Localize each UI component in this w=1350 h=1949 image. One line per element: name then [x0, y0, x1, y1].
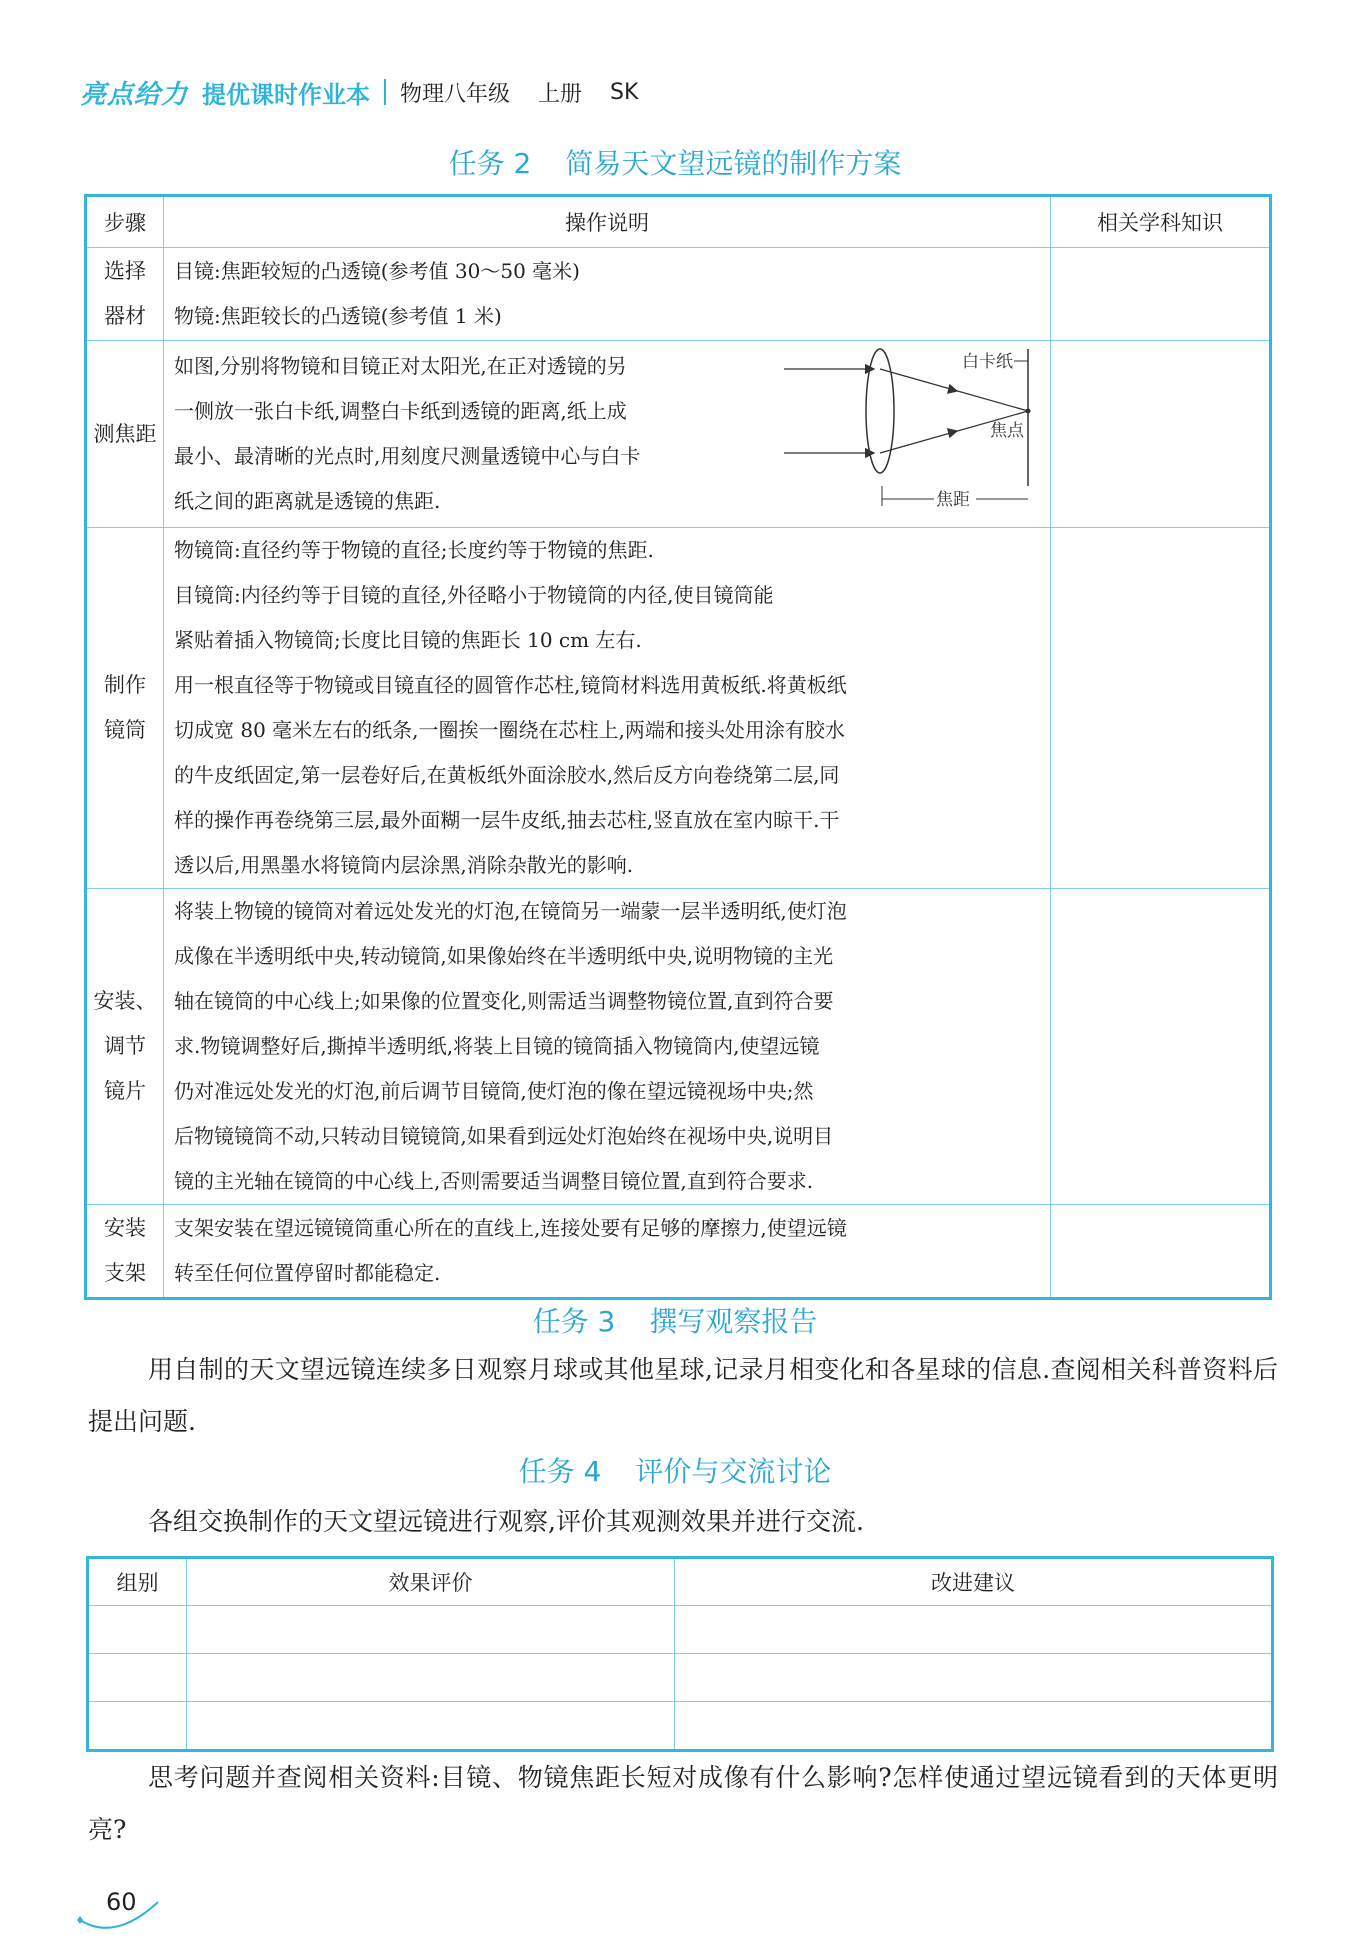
- knowledge-cell[interactable]: [1051, 248, 1271, 341]
- task2-table: [84, 194, 1272, 1300]
- task2-number: 任务 2: [448, 147, 532, 180]
- header-divider: [384, 79, 386, 105]
- description-cell: 将装上物镜的镜筒对着远处发光的灯泡,在镜筒另一端蒙一层半透明纸,使灯泡 成像在半透明纸中央,转动镜筒,如果像始终在半透明纸中央,说明物镜的主光 轴在镜筒的中心线上;如果像的位置变化,则需适当调整物镜位置,直到符合要 求.物镜调整好后,撕掉半透明纸,将装上目镜的镜筒插入物镜筒内,使望远镜 仍对准远处发光的灯泡,前后调节目镜筒,使灯泡的像在望远镜视场中央;然 后物镜镜筒不动,只转动目镜镜筒,如果看到远处灯泡始终在视场中央,说明目 镜的主光轴在镜筒的中心线上,否则需要适当调整目镜位置,直到符合要求.: [164, 889, 1051, 1205]
- effect-cell[interactable]: [187, 1702, 675, 1751]
- discussion-question: 思考问题并查阅相关资料:目镜、物镜焦距长短对成像有什么影响?怎样使通过望远镜看到的天体更明亮?: [88, 1763, 1278, 1844]
- table-row: [88, 1654, 1273, 1702]
- focus-point: [1026, 409, 1031, 414]
- subject-label: 物理八年级: [400, 81, 511, 107]
- task2-title: 简易天文望远镜的制作方案: [565, 147, 902, 180]
- table-row: [86, 248, 1271, 341]
- group-cell[interactable]: [88, 1702, 187, 1751]
- task4-heading: [0, 1450, 1350, 1490]
- step-cell: 选择 器材: [86, 248, 164, 341]
- step-cell: 安装 支架: [86, 1205, 164, 1299]
- col-knowledge: 相关学科知识: [1051, 196, 1271, 248]
- task3-text: 用自制的天文望远镜连续多日观察月球或其他星球,记录月相变化和各星球的信息.查阅相关科普资料后提出问题.: [88, 1355, 1278, 1436]
- knowledge-cell[interactable]: [1051, 1205, 1271, 1299]
- table-header-row: [86, 196, 1271, 248]
- task3-heading: [0, 1300, 1350, 1340]
- brand-logo: 亮点给力: [80, 79, 189, 110]
- table-row: [88, 1702, 1273, 1751]
- suggestion-cell[interactable]: [675, 1654, 1273, 1702]
- convex-lens: [866, 349, 894, 473]
- evaluation-table: [86, 1556, 1274, 1752]
- page-header: [80, 72, 666, 112]
- table-row: [86, 889, 1271, 1205]
- effect-cell[interactable]: [187, 1606, 675, 1654]
- focus-label: 焦点: [990, 421, 1024, 441]
- page-number-badge: [70, 1880, 160, 1940]
- knowledge-cell[interactable]: [1051, 889, 1271, 1205]
- col-step: 步骤: [86, 196, 164, 248]
- page-number: 60: [106, 1888, 137, 1916]
- group-cell[interactable]: [88, 1606, 187, 1654]
- description-cell: 目镜:焦距较短的凸透镜(参考值 30～50 毫米) 物镜:焦距较长的凸透镜(参考值 1 米): [164, 248, 1051, 341]
- task2-heading: [0, 142, 1350, 182]
- task3-title: 撰写观察报告: [649, 1305, 818, 1338]
- knowledge-cell[interactable]: [1051, 341, 1271, 528]
- group-cell[interactable]: [88, 1654, 187, 1702]
- suggestion-cell[interactable]: [675, 1606, 1273, 1654]
- table-row: [86, 341, 1271, 528]
- edition-label: SK: [610, 79, 639, 105]
- task4-text: 各组交换制作的天文望远镜进行观察,评价其观测效果并进行交流.: [148, 1507, 864, 1536]
- task4-title: 评价与交流讨论: [635, 1455, 832, 1488]
- table-row: [86, 1205, 1271, 1299]
- focal-length-label: 焦距: [936, 490, 970, 510]
- col-suggestion: 改进建议: [675, 1558, 1273, 1606]
- task3-number: 任务 3: [532, 1305, 616, 1338]
- card-label: 白卡纸: [962, 352, 1013, 372]
- effect-cell[interactable]: [187, 1654, 675, 1702]
- table-row: [88, 1606, 1273, 1654]
- description-cell: 物镜筒:直径约等于物镜的直径;长度约等于物镜的焦距. 目镜筒:内径约等于目镜的直径,外径略小于物镜筒的内径,使目镜筒能 紧贴着插入物镜筒;长度比目镜的焦距长 10 cm 左右. 用一根直径等于物镜或目镜直径的圆管作芯柱,镜筒材料选用黄板纸.将黄板纸 切成宽 80 毫米左右的纸条,一圈挨一圈绕在芯柱上,两端和接头处用涂有胶水 的牛皮纸固定,第一层卷好后,在黄板纸外面涂胶水,然后反方向卷绕第二层,同 样的操作再卷绕第三层,最外面糊一层牛皮纸,抽去芯柱,竖直放在室内晾干.干 透以后,用黑墨水将镜筒内层涂黑,消除杂散光的影响.: [164, 528, 1051, 889]
- description-cell: 如图,分别将物镜和目镜正对太阳光,在正对透镜的另 一侧放一张白卡纸,调整白卡纸到透镜的距离,纸上成 最小、最清晰的光点时,用刻度尺测量透镜中心与白卡 纸之间的距离就是透镜的焦距. 白卡纸 焦点 焦距: [164, 341, 1051, 528]
- col-description: 操作说明: [164, 196, 1051, 248]
- task4-number: 任务 4: [518, 1455, 602, 1488]
- knowledge-cell[interactable]: [1051, 528, 1271, 889]
- table-header-row: [88, 1558, 1273, 1606]
- col-effect: 效果评价: [187, 1558, 675, 1606]
- step-cell: 测焦距: [86, 341, 164, 528]
- step-cell: 安装、 调节 镜片: [86, 889, 164, 1205]
- table-row: [86, 528, 1271, 889]
- focal-length-diagram: [784, 341, 1034, 511]
- suggestion-cell[interactable]: [675, 1702, 1273, 1751]
- col-group: 组别: [88, 1558, 187, 1606]
- description-cell: 支架安装在望远镜镜筒重心所在的直线上,连接处要有足够的摩擦力,使望远镜 转至任何位置停留时都能稳定.: [164, 1205, 1051, 1299]
- step-cell: 制作 镜筒: [86, 528, 164, 889]
- series-title: 提优课时作业本: [202, 80, 371, 109]
- volume-label: 上册: [538, 81, 583, 107]
